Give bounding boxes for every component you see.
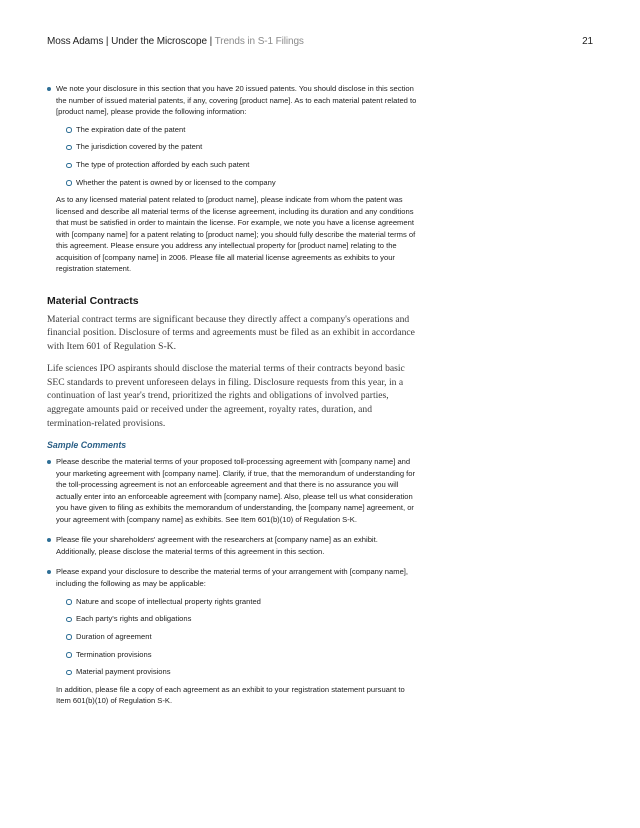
list-item xyxy=(66,141,417,153)
circle-bullet-icon xyxy=(66,145,72,151)
patent-info-list xyxy=(47,124,417,189)
list-item xyxy=(66,124,417,136)
sample-comment-list xyxy=(47,456,417,589)
bullet-icon xyxy=(47,570,51,574)
list-item xyxy=(47,456,417,525)
list-item xyxy=(66,596,417,608)
sample-comment-followup: In addition, please file a copy of each agreement as an exhibit to your registration statement pursuant to Item 601(b)(10) of Regulation S-K. xyxy=(56,684,405,706)
sample-comments-heading: Sample Comments xyxy=(47,440,127,451)
list-item-text: The type of protection afforded by each such patent xyxy=(76,160,250,170)
page-number: 21 xyxy=(582,36,593,47)
list-item xyxy=(66,159,417,171)
patent-comment-list xyxy=(47,83,417,118)
circle-bullet-icon xyxy=(66,127,72,133)
circle-bullet-icon xyxy=(66,652,72,658)
sample-comment: Please expand your disclosure to describe the material terms of your arrangement with [company name], including the following as may be applicable: xyxy=(56,567,409,588)
circle-bullet-icon xyxy=(66,599,72,605)
circle-bullet-icon xyxy=(66,670,72,676)
breadcrumb-section: Trends in S-1 Filings xyxy=(212,36,304,47)
list-item xyxy=(66,177,417,189)
circle-bullet-icon xyxy=(66,634,72,640)
list-item xyxy=(47,534,417,557)
page-content xyxy=(47,83,417,707)
circle-bullet-icon xyxy=(66,163,72,169)
bullet-icon xyxy=(47,87,51,91)
list-item-text: The jurisdiction covered by the patent xyxy=(76,142,203,152)
list-item-text: Each party's rights and obligations xyxy=(76,614,192,624)
section-paragraph: Life sciences IPO aspirants should disclose the material terms of their contracts beyond basic SEC standards to prevent unforeseen delays in filing. Disclosure requests from this year, in a continuation of last year's trend, prioritized the rights and obligations of involved parties, aggregate amounts paid or received under the agreement, royalty rates, duration, and termination-related provisions. xyxy=(47,362,405,429)
section-paragraph: Material contract terms are significant because they directly affect a company's operations and financial position. Disclosure of terms and agreements must be filed as an exhibit in accordance with Item 601 of Regulation S-K. xyxy=(47,313,415,353)
list-item-text: Material payment provisions xyxy=(76,667,171,677)
patent-comment-intro: We note your disclosure in this section that you have 20 issued patents. You should disclose in this section the number of issued material patents, if any, covering [product name]. As to each material patent related to [product name], please provide the following information: xyxy=(56,84,417,116)
breadcrumb-main: Moss Adams | Under the Microscope | xyxy=(47,36,213,47)
page-header xyxy=(47,36,593,50)
list-item-text: Duration of agreement xyxy=(76,631,152,641)
sample-comment: Please file your shareholders' agreement with the researchers at [company name] as an exhibit. Additionally, please disclose the material terms of this agreement in this section. xyxy=(56,535,378,556)
list-item xyxy=(66,631,417,643)
sample-comment: Please describe the material terms of your proposed toll-processing agreement with [company name] and your marketing agreement with [company name]. Clarify, if true, that the memorandum of understanding for the toll-processing agreement is not an enforceable agreement and that there is no assurance you will actually enter into an enforceable agreement with [company name]. Also, please tell us what consideration you have given to filing as exhibits the memorandum of understanding, the [company name] agreement, or your agreement with [company name] as exhibits. See Item 601(b)(10) of Regulation S-K. xyxy=(56,457,416,524)
list-item-text: The expiration date of the patent xyxy=(76,124,186,134)
list-item-text: Whether the patent is owned by or licensed to the company xyxy=(76,177,276,187)
section-heading: Material Contracts xyxy=(47,294,139,307)
list-item xyxy=(47,566,417,589)
list-item xyxy=(47,83,417,118)
bullet-icon xyxy=(47,538,51,542)
list-item xyxy=(66,666,417,678)
breadcrumb xyxy=(47,36,304,47)
circle-bullet-icon xyxy=(66,180,72,186)
circle-bullet-icon xyxy=(66,617,72,623)
patent-comment-followup: As to any licensed material patent related to [product name], please indicate from whom the patent was licensed and describe all material terms of the license agreement, including its duration and any conditions that must be satisfied in order to maintain the license. For example, we note you have a license agreement with [company name] for a patent relating to [product name]; you should fully describe the material terms of this agreement. Please ensure you address any intellectual property for [product name] relating to the acquisition of [company name] in 2006. Please file all material license agreements as exhibits to your registration statement. xyxy=(56,195,416,274)
bullet-icon xyxy=(47,460,51,464)
list-item-text: Nature and scope of intellectual property rights granted xyxy=(76,596,261,606)
list-item xyxy=(66,613,417,625)
agreement-terms-list xyxy=(47,596,417,678)
list-item xyxy=(66,649,417,661)
list-item-text: Termination provisions xyxy=(76,649,152,659)
